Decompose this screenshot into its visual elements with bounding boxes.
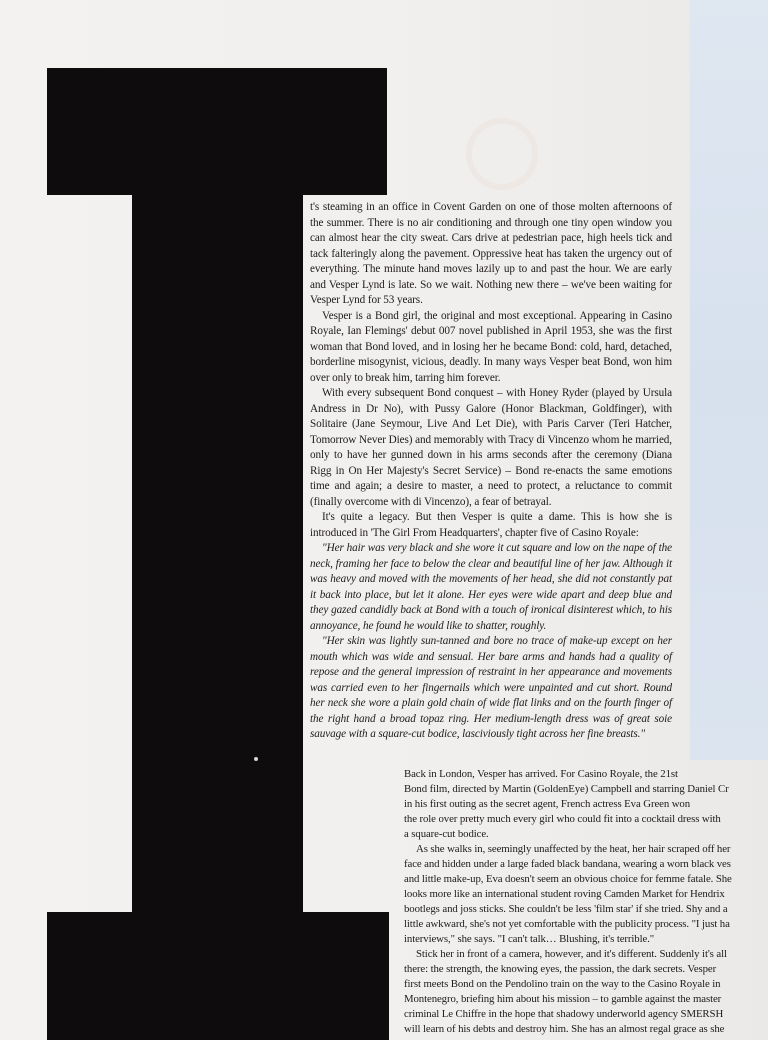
text-line: interviews," she says. "I can't talk… Blushing, it's terrible." bbox=[404, 933, 655, 945]
quote-paragraph: "Her hair was very black and she wore it cut square and low on the nape of the neck, framing her face to below the clear and beautiful line of her jaw. Although it was heavy and moved with the movements of her head, she did not constantly pat it back into place, but let it alone. Her eyes were wide apart and deep blue and they gazed candidly back at Bond with a touch of ironical disinterest which, to his annoyance, he found he would like to shatter, roughly. bbox=[310, 542, 672, 632]
text-line: As she walks in, seemingly unaffected by the heat, her hair scraped off her bbox=[416, 843, 731, 855]
text-line: looks more like an international student roving Camden Market for Hendrix bbox=[404, 888, 725, 900]
text-line: first meets Bond on the Pendolino train on the way to the Casino Royale in bbox=[404, 978, 721, 990]
text-line: will learn of his debts and destroy him. She has an almost regal grace as she bbox=[404, 1023, 725, 1035]
paragraph: With every subsequent Bond conquest – with Honey Ryder (played by Ursula Andress in Dr No), with Pussy Galore (Honor Blackman, Goldfinger), with Solitaire (Jane Seymour, Live And Let Die), with Paris Carver (Teri Hatcher, Tomorrow Never Dies) and memorably with Tracy di Vincenzo whom he married, only to have her gunned down in his arms seconds after the ceremony (Diana Rigg in On Her Majesty's Secret Service) – Bond re-enacts the same emotions time and again; a desire to master, a need to protect, a reluctance to commit (finally overcome with di Vincenzo), a fear of betrayal. bbox=[310, 387, 672, 508]
text-line: bootlegs and joss sticks. She couldn't be less 'film star' if she tried. Shy and a bbox=[404, 903, 728, 915]
drop-cap-stem bbox=[132, 190, 303, 920]
upper-text-column bbox=[310, 200, 672, 743]
text-line: in his first outing as the secret agent, French actress Eva Green won bbox=[404, 798, 691, 810]
text-line: little awkward, she's not yet comfortable with the publicity process. "I just ha bbox=[404, 918, 730, 930]
quote-paragraph: "Her skin was lightly sun-tanned and bore no trace of make-up except on her mouth which was wide and sensual. Her bare arms and hands had a quality of repose and the general impression of restraint in her appearance and movements was carried even to her fingernails which were unpainted and cut short. Round her neck she wore a plain gold chain of wide flat links and on the fourth finger of the right hand a broad topaz ring. Her medium-length dress was of great soie sauvage with a square-cut bodice, lasciviously tight across her fine breasts." bbox=[310, 635, 672, 740]
text-line: Bond film, directed by Martin (GoldenEye) Campbell and starring Daniel Cr bbox=[404, 783, 729, 795]
drop-cap-bottom-serif bbox=[47, 912, 389, 1040]
paragraph: t's steaming in an office in Covent Garden on one of those molten afternoons of the summer. There is no air conditioning and through one tiny open window you can almost hear the city sweat. Cars drive at pedestrian pace, high heels tick and tack falteringly along the pavement. Oppressive heat has taken the urgency out of everything. The minute hand moves lazily up to and past the hour. We are early and Vesper Lynd is late. So we wait. Nothing new there – we've been waiting for Vesper Lynd for 53 years. bbox=[310, 201, 672, 306]
paragraph: Vesper is a Bond girl, the original and most exceptional. Appearing in Casino Royale, Ian Flemings' debut 007 novel published in April 1953, she was the first woman that Bond loved, and in losing her he became Bond: cold, hard, detached, borderline misogynist, vicious, deadly. In many ways Vesper beat Bond, won him over only to break him, tarring him forever. bbox=[310, 309, 672, 384]
drop-cap-top-serif bbox=[47, 68, 387, 195]
lower-text-column bbox=[404, 767, 768, 1037]
paragraph: It's quite a legacy. But then Vesper is quite a dame. This is how she is introduced in 'The Girl From Headquarters', chapter five of Casino Royale: bbox=[310, 511, 672, 539]
text-line: there: the strength, the knowing eyes, the passion, the dark secrets. Vesper bbox=[404, 963, 717, 975]
text-line: a square-cut bodice. bbox=[404, 828, 489, 840]
text-line: face and hidden under a large faded black bandana, wearing a worn black ves bbox=[404, 858, 731, 870]
text-line: Back in London, Vesper has arrived. For Casino Royale, the 21st bbox=[404, 768, 678, 780]
speck bbox=[254, 757, 258, 761]
text-line: Stick her in front of a camera, however, and it's different. Suddenly it's all bbox=[416, 948, 727, 960]
text-line: and little make-up, Eva doesn't seem an obvious choice for femme fatale. She bbox=[404, 873, 732, 885]
text-line: the role over pretty much every girl who could fit into a cocktail dress with bbox=[404, 813, 721, 825]
text-line: criminal Le Chiffre in the hope that shadowy underworld agency SMERSH bbox=[404, 1008, 724, 1020]
text-line: Montenegro, briefing him about his mission – to gamble against the master bbox=[404, 993, 722, 1005]
